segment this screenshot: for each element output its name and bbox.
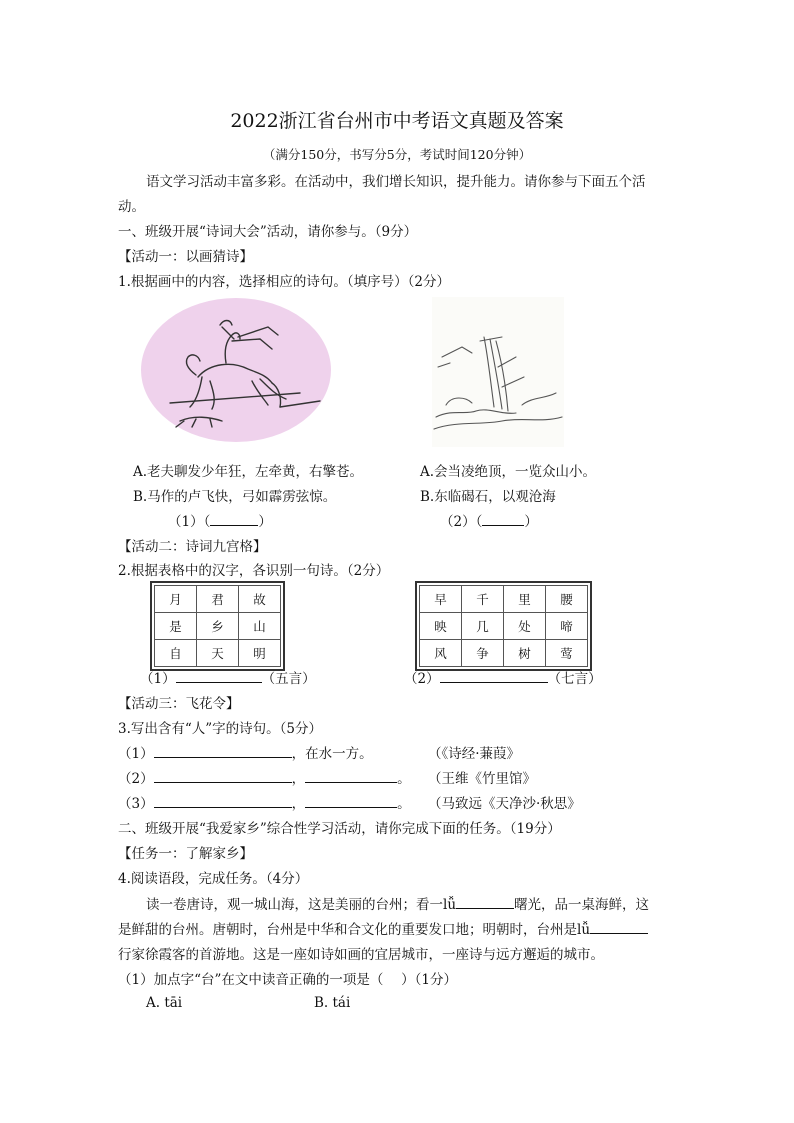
q2-label-1: （1） <box>140 671 176 687</box>
q2-note-2: （七言） <box>547 671 602 687</box>
question-4-1: （1）加点字“台”在文中读音正确的一项是（ ）（1分） <box>118 972 458 988</box>
grid-cell: 里 <box>504 586 546 613</box>
grid-cell: 处 <box>504 613 546 640</box>
q3-label-3: （3） <box>118 796 154 812</box>
grid-cell: 山 <box>239 613 281 640</box>
poem-grid-1 <box>150 581 285 671</box>
q3-period: 。 <box>397 796 411 812</box>
seaside-cliff-illustration <box>432 297 564 447</box>
pinyin-blank-1[interactable] <box>456 896 514 909</box>
grid-cell: 乡 <box>197 613 239 640</box>
q3-line-2 <box>118 767 411 787</box>
q3-label-1: （1） <box>118 746 154 762</box>
grid-cell: 争 <box>462 640 504 667</box>
grid-cell: 君 <box>197 586 239 613</box>
answer-blank-2[interactable] <box>482 513 524 526</box>
q2-blank-2[interactable] <box>440 670 548 683</box>
passage-text: 曙光，品一桌海鲜，这 <box>514 897 650 913</box>
grid-cell: 树 <box>504 640 546 667</box>
page-title: 2022浙江省台州市中考语文真题及答案 <box>230 110 564 132</box>
hunter-horse-illustration <box>140 297 332 443</box>
intro-line-2: 动。 <box>118 199 145 215</box>
q2-answer-2 <box>404 667 602 687</box>
option-a[interactable]: A. tāi <box>146 995 183 1011</box>
question-1: 1.根据画中的内容，选择相应的诗句。（填序号）（2分） <box>118 274 450 290</box>
q3-blank-3b[interactable] <box>305 795 397 808</box>
grid-cell: 映 <box>420 613 462 640</box>
passage-text: 是鲜甜的台州。唐朝时，台州是中华和合文化的重要发口地；明朝时，台州是lǚ <box>118 922 591 938</box>
grid-cell: 明 <box>239 640 281 667</box>
task-1-heading: 【任务一：了解家乡】 <box>118 846 253 862</box>
section-1-heading: 一、班级开展“诗词大会”活动，请你参与。（9分） <box>118 224 418 240</box>
question-2: 2.根据表格中的汉字，各识别一句诗。（2分） <box>118 563 390 579</box>
answer-label-1: （1）（ <box>168 514 211 530</box>
q3-comma: ， <box>291 771 306 787</box>
passage-line-2 <box>118 918 648 938</box>
passage-line-1 <box>146 893 649 913</box>
answer-label-2: （2）（ <box>440 514 483 530</box>
q2-blank-1[interactable] <box>176 670 262 683</box>
grid-cell: 几 <box>462 613 504 640</box>
q3-source-2: （王维《竹里馆》 <box>428 771 536 787</box>
passage-text: 读一卷唐诗，观一城山海，这是美丽的台州；看一lǚ <box>146 897 457 913</box>
q3-blank-2a[interactable] <box>154 770 292 783</box>
question-3: 3.写出含有“人”字的诗句。（5分） <box>118 721 323 737</box>
q3-blank-1[interactable] <box>154 745 292 758</box>
grid-cell: 腰 <box>546 586 588 613</box>
q1-left-answer <box>168 510 272 530</box>
q3-source-3: （马致远《天净沙·秋思》 <box>428 796 581 812</box>
grid-cell: 千 <box>462 586 504 613</box>
q2-note-1: （五言） <box>261 671 316 687</box>
q1-right-option-b: B.东临碣石，以观沧海 <box>420 489 556 505</box>
q3-source-1: （《诗经·蒹葭》 <box>428 746 521 762</box>
activity-3-heading: 【活动三：飞花令】 <box>118 696 240 712</box>
activity-2-heading: 【活动二：诗词九宫格】 <box>118 539 267 555</box>
q1-left-option-a: A.老夫聊发少年狂，左牵黄，右擎苍。 <box>133 464 364 480</box>
grid-cell: 啼 <box>546 613 588 640</box>
activity-1-heading: 【活动一：以画猜诗】 <box>118 249 253 265</box>
grid-cell: 风 <box>420 640 462 667</box>
section-2-heading: 二、班级开展“我爱家乡”综合性学习活动，请你完成下面的任务。（19分） <box>118 821 561 837</box>
pinyin-blank-2[interactable] <box>590 921 648 934</box>
grid-cell: 故 <box>239 586 281 613</box>
close-paren: ） <box>524 514 538 530</box>
poem-grid-2 <box>415 581 592 671</box>
q2-answer-1 <box>140 667 316 687</box>
q3-label-2: （2） <box>118 771 154 787</box>
q3-line-3 <box>118 792 411 812</box>
close-paren: ） <box>258 514 272 530</box>
q1-right-answer <box>440 510 538 530</box>
exam-info: （满分150分，书写分5分，考试时间120分钟） <box>262 147 532 162</box>
q3-tail-1: ，在水一方。 <box>291 746 373 762</box>
grid-cell: 月 <box>155 586 197 613</box>
passage-line-3: 行家徐霞客的首游地。这是一座如诗如画的宜居城市，一座诗与远方邂逅的城市。 <box>118 947 604 963</box>
q2-label-2: （2） <box>404 671 440 687</box>
answer-blank-1[interactable] <box>210 513 258 526</box>
q3-line-1 <box>118 742 373 762</box>
q1-left-option-b: B.马作的卢飞快，弓如霹雳弦惊。 <box>133 489 337 505</box>
q3-blank-2b[interactable] <box>305 770 397 783</box>
question-4: 4.阅读语段，完成任务。（4分） <box>118 871 309 887</box>
q3-period: 。 <box>397 771 411 787</box>
grid-cell: 莺 <box>546 640 588 667</box>
intro-line-1: 语文学习活动丰富多彩。在活动中，我们增长知识，提升能力。请你参与下面五个活 <box>146 174 646 190</box>
q3-comma: ， <box>291 796 306 812</box>
grid-cell: 是 <box>155 613 197 640</box>
grid-cell: 天 <box>197 640 239 667</box>
grid-cell: 早 <box>420 586 462 613</box>
option-b[interactable]: B. tái <box>314 995 351 1011</box>
grid-cell: 自 <box>155 640 197 667</box>
q3-blank-3a[interactable] <box>154 795 292 808</box>
q1-right-option-a: A.会当凌绝顶，一览众山小。 <box>420 464 597 480</box>
